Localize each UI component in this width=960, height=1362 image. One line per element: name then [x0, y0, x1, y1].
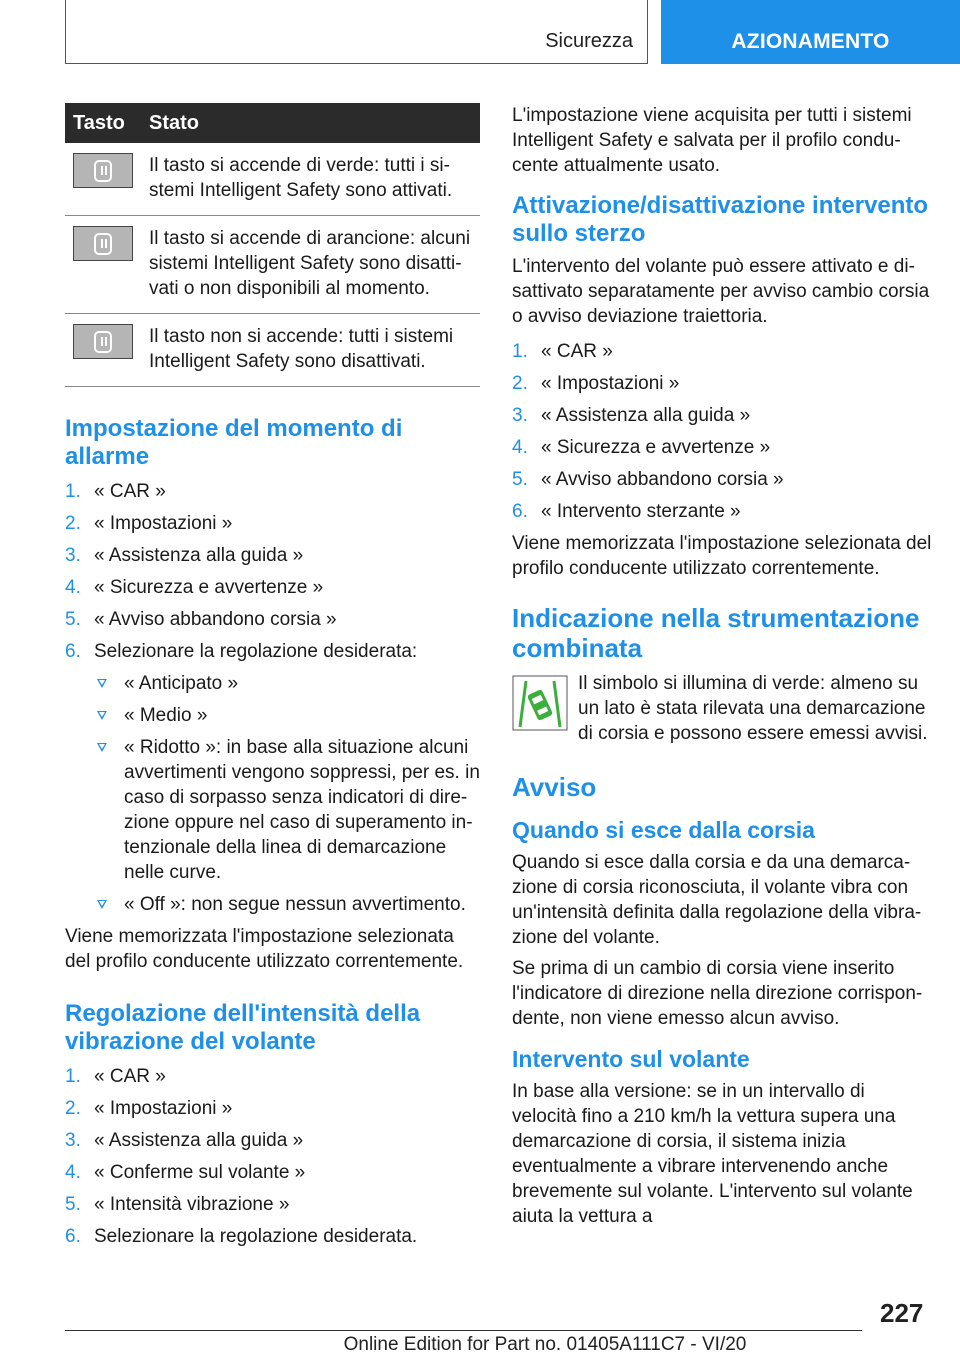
vibration-steps-list: [65, 1064, 480, 1249]
intelligent-safety-key-icon: [73, 153, 133, 188]
list-item: 5. « Avviso abbandono corsia »: [512, 469, 784, 490]
footer-edition: Online Edition for Part no. 01405A111C7 - VI/20: [343, 1334, 747, 1355]
list-item: « Anticipato »: [94, 671, 480, 696]
list-item: 4. « Sicurezza e avvertenze »: [512, 437, 771, 458]
list-item: « Off »: non segue nessun avvertimento.: [94, 892, 480, 917]
instrument-section-title: Indicazione nella strumentazione combinata: [512, 603, 920, 663]
list-item: 1. « CAR »: [512, 341, 613, 362]
steering-intervention-text: In base alla versione: se in un intervallo di velocità fino a 210 km/h la vettura supera una demarcazione di corsia, il sistema inizia eventualmente a vibrare intervenendo anche brevemente sul volante. L'intervento sul volante aiuta la vettura a: [512, 1081, 913, 1227]
table-header-key: Tasto: [65, 103, 141, 143]
key-status-table: [65, 103, 480, 387]
list-item: 5. « Intensità vibrazione »: [65, 1194, 290, 1215]
lane-indicator-block: [512, 671, 932, 746]
list-item: 3. « Assistenza alla guida »: [65, 1130, 304, 1151]
table-cell-status: Il tasto si accende di arancione: alcuni sistemi Intelligent Safety sono disattivati o non disponibili al momento.: [141, 216, 480, 314]
lane-departure-indicator-icon: [512, 675, 568, 731]
leaving-lane-paragraph-1: Quando si esce dalla corsia e da una demarcazione di corsia riconosciuta, il volante vibra con un'intensità definita dalla regolazione della vibrazione del volante.: [512, 852, 922, 948]
list-item: 1. « CAR »: [65, 481, 166, 502]
table-row: [65, 143, 480, 216]
right-column: [512, 103, 932, 1229]
table-row: [65, 216, 480, 314]
list-item: 2. « Impostazioni »: [65, 513, 233, 534]
left-column: [65, 103, 480, 1256]
list-item: 4. « Sicurezza e avvertenze »: [65, 577, 324, 598]
vibration-section-title: Regolazione dell'intensità della vibrazione del volante: [65, 1000, 421, 1055]
header-box: [65, 0, 648, 64]
triangle-bullet-icon: [97, 743, 107, 752]
warning-section-title: Avviso: [512, 772, 597, 802]
settings-intro: L'impostazione viene acquisita per tutti i sistemi Intelligent Safety e salvata per il profilo conducente attualmente usato.: [512, 105, 912, 176]
steering-text: L'intervento del volante può essere attivato e disattivato separatamente per avviso cambio corsia o avviso deviazione traiettoria.: [512, 256, 930, 327]
leaving-lane-title: Quando si esce dalla corsia: [512, 817, 815, 843]
list-item: 3. « Assistenza alla guida »: [512, 405, 751, 426]
intelligent-safety-key-icon: [73, 324, 133, 359]
leaving-lane-paragraph-2: Se prima di un cambio di corsia viene inserito l'indicatore di direzione nella direzione corrispondente, non viene emesso alcun avviso.: [512, 958, 923, 1029]
table-cell-status: Il tasto non si accende: tutti i sistemi Intelligent Safety sono disattivati.: [141, 314, 480, 387]
table-header-status: Stato: [141, 103, 480, 143]
list-item: 3. « Assistenza alla guida »: [65, 545, 304, 566]
list-item: 6. Selezionare la regolazione desiderata.: [65, 1226, 418, 1247]
triangle-bullet-icon: [97, 900, 107, 909]
list-item: 4. « Conferme sul volante »: [65, 1162, 306, 1183]
list-item: 2. « Impostazioni »: [512, 373, 680, 394]
steering-intervention-title: Intervento sul volante: [512, 1046, 750, 1072]
list-item: 6. Selezionare la regolazione desiderata: « Anticipato » « Medio » « Ridotto »: in base alla situazione alcuni avvertimenti vengono soppressi, per es. in caso di sorpasso senza indicatori di direzione oppure nel caso di superamento intenzionale della linea di demarcazione nelle curve. « Off »: non segue nessun avvertimento.: [65, 641, 480, 915]
steering-steps-list: [512, 339, 932, 524]
triangle-bullet-icon: [97, 711, 107, 720]
alarm-steps-list: [65, 479, 480, 917]
triangle-bullet-icon: [97, 679, 107, 688]
footer-divider: [65, 1330, 862, 1331]
page-number: 227: [880, 1298, 924, 1328]
instrument-text: Il simbolo si illumina di verde: almeno su un lato è stata rilevata una demarcazione di corsia e possono essere emessi avvisi.: [578, 673, 928, 744]
steering-note: Viene memorizzata l'impostazione selezionata del profilo conducente utilizzato correntemente.: [512, 533, 932, 579]
list-item: 6. « Intervento sterzante »: [512, 501, 741, 522]
alarm-section-title: Impostazione del momento di allarme: [65, 415, 403, 470]
header-section-title: Sicurezza: [545, 30, 633, 52]
header-chapter-tab: AZIONAMENTO: [661, 0, 960, 64]
steering-section-title: Attivazione/disattivazione intervento sullo sterzo: [512, 192, 929, 247]
list-item: 2. « Impostazioni »: [65, 1098, 233, 1119]
alarm-note: Viene memorizzata l'impostazione selezionata del profilo conducente utilizzato correntemente.: [65, 926, 464, 972]
alarm-options-list: [94, 671, 480, 917]
table-row: [65, 314, 480, 387]
list-item: « Ridotto »: in base alla situazione alcuni avvertimenti vengono soppressi, per es. in caso di sorpasso senza indicatori di direzione oppure nel caso di superamento intenzionale della linea di demarcazione nelle curve.: [94, 735, 480, 885]
list-item: 5. « Avviso abbandono corsia »: [65, 609, 337, 630]
intelligent-safety-key-icon: [73, 226, 133, 261]
list-item: 1. « CAR »: [65, 1066, 166, 1087]
table-cell-status: Il tasto si accende di verde: tutti i sistemi Intelligent Safety sono attivati.: [141, 143, 480, 216]
list-item: « Medio »: [94, 703, 480, 728]
